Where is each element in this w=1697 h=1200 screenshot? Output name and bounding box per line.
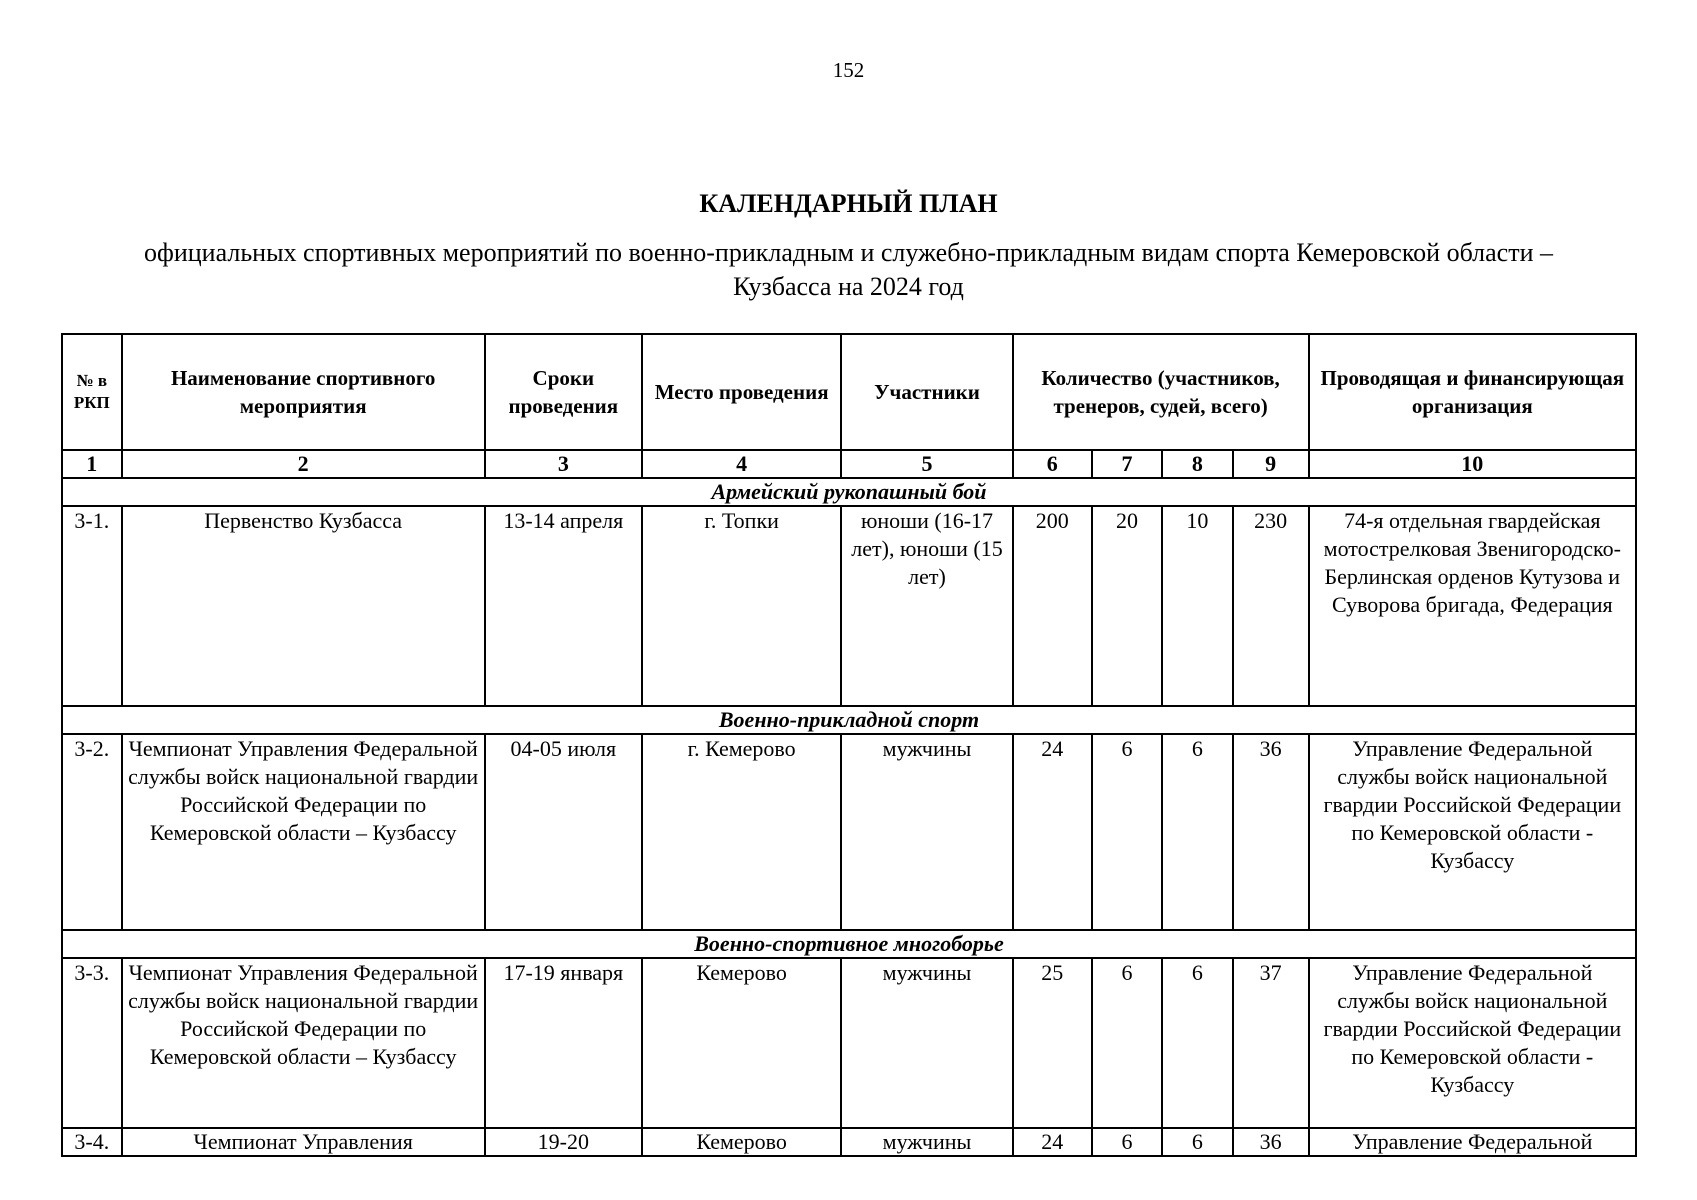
count-judges: 10 — [1162, 506, 1232, 706]
document-title: КАЛЕНДАРНЫЙ ПЛАН — [699, 189, 998, 218]
event-place: г. Кемерово — [642, 734, 841, 930]
row-number: 3-3. — [62, 958, 122, 1128]
row-number: 3-4. — [62, 1128, 122, 1156]
count-judges: 6 — [1162, 958, 1232, 1128]
column-number: 6 — [1013, 450, 1092, 478]
event-organizer: 74-я отдельная гвардейская мотострелковая Звенигородско-Берлинская орденов Кутузова и Суворова бригада, Федерация — [1309, 506, 1636, 706]
event-dates: 19-20 — [485, 1128, 642, 1156]
count-judges: 6 — [1162, 734, 1232, 930]
count-coaches: 6 — [1092, 734, 1162, 930]
event-organizer: Управление Федеральной службы войск национальной гвардии Российской Федерации по Кемеровской области - Кузбассу — [1309, 958, 1636, 1128]
count-total: 230 — [1233, 506, 1309, 706]
header-num: № в РКП — [62, 334, 122, 450]
section-row — [62, 930, 1636, 958]
section-row — [62, 706, 1636, 734]
count-coaches: 6 — [1092, 1128, 1162, 1156]
row-number: 3-2. — [62, 734, 122, 930]
event-participants: мужчины — [841, 734, 1012, 930]
section-title: Военно-прикладной спорт — [62, 706, 1636, 734]
table-row — [62, 734, 1636, 930]
count-athletes: 25 — [1013, 958, 1092, 1128]
column-number: 2 — [122, 450, 485, 478]
count-total: 36 — [1233, 734, 1309, 930]
event-dates: 04-05 июля — [485, 734, 642, 930]
header-quantity: Количество (участников, тренеров, судей, всего) — [1013, 334, 1309, 450]
subtitle-line-2: Кузбасса на 2024 год — [733, 272, 964, 301]
count-coaches: 6 — [1092, 958, 1162, 1128]
count-total: 37 — [1233, 958, 1309, 1128]
event-organizer: Управление Федеральной — [1309, 1128, 1636, 1156]
table-row — [62, 1128, 1636, 1156]
column-number: 10 — [1309, 450, 1636, 478]
row-number: 3-1. — [62, 506, 122, 706]
column-number: 9 — [1233, 450, 1309, 478]
column-number: 8 — [1162, 450, 1232, 478]
count-judges: 6 — [1162, 1128, 1232, 1156]
event-name: Чемпионат Управления Федеральной службы войск национальной гвардии Российской Федерации по Кемеровской области – Кузбассу — [122, 958, 485, 1128]
count-coaches: 20 — [1092, 506, 1162, 706]
subtitle-line-1: официальных спортивных мероприятий по военно-прикладным и служебно-прикладным видам спорта Кемеровской области – — [143, 238, 1553, 267]
count-athletes: 24 — [1013, 1128, 1092, 1156]
event-participants: мужчины — [841, 958, 1012, 1128]
column-number: 1 — [62, 450, 122, 478]
event-place: г. Топки — [642, 506, 841, 706]
count-athletes: 24 — [1013, 734, 1092, 930]
table-header-row — [62, 334, 1636, 450]
event-participants: мужчины — [841, 1128, 1012, 1156]
calendar-plan-table — [61, 333, 1637, 1157]
column-number: 3 — [485, 450, 642, 478]
section-row — [62, 478, 1636, 506]
event-organizer: Управление Федеральной службы войск национальной гвардии Российской Федерации по Кемеровской области - Кузбассу — [1309, 734, 1636, 930]
section-title: Военно-спортивное многоборье — [62, 930, 1636, 958]
event-dates: 17-19 января — [485, 958, 642, 1128]
column-number: 5 — [841, 450, 1012, 478]
event-name: Чемпионат Управления — [122, 1128, 485, 1156]
header-place: Место проведения — [642, 334, 841, 450]
page-number: 152 — [832, 58, 865, 82]
event-name: Чемпионат Управления Федеральной службы войск национальной гвардии Российской Федерации по Кемеровской области – Кузбассу — [122, 734, 485, 930]
header-participants: Участники — [841, 334, 1012, 450]
count-total: 36 — [1233, 1128, 1309, 1156]
header-name: Наименование спортивного мероприятия — [122, 334, 485, 450]
document-subtitle — [70, 236, 1627, 304]
count-athletes: 200 — [1013, 506, 1092, 706]
table-row — [62, 958, 1636, 1128]
event-place: Кемерово — [642, 958, 841, 1128]
event-place: Кемерово — [642, 1128, 841, 1156]
event-name: Первенство Кузбасса — [122, 506, 485, 706]
column-numbers-row — [62, 450, 1636, 478]
header-organizer: Проводящая и финансирующая организация — [1309, 334, 1636, 450]
column-number: 7 — [1092, 450, 1162, 478]
event-participants: юноши (16-17 лет), юноши (15 лет) — [841, 506, 1012, 706]
table-row — [62, 506, 1636, 706]
header-dates: Сроки проведения — [485, 334, 642, 450]
column-number: 4 — [642, 450, 841, 478]
section-title: Армейский рукопашный бой — [62, 478, 1636, 506]
event-dates: 13-14 апреля — [485, 506, 642, 706]
